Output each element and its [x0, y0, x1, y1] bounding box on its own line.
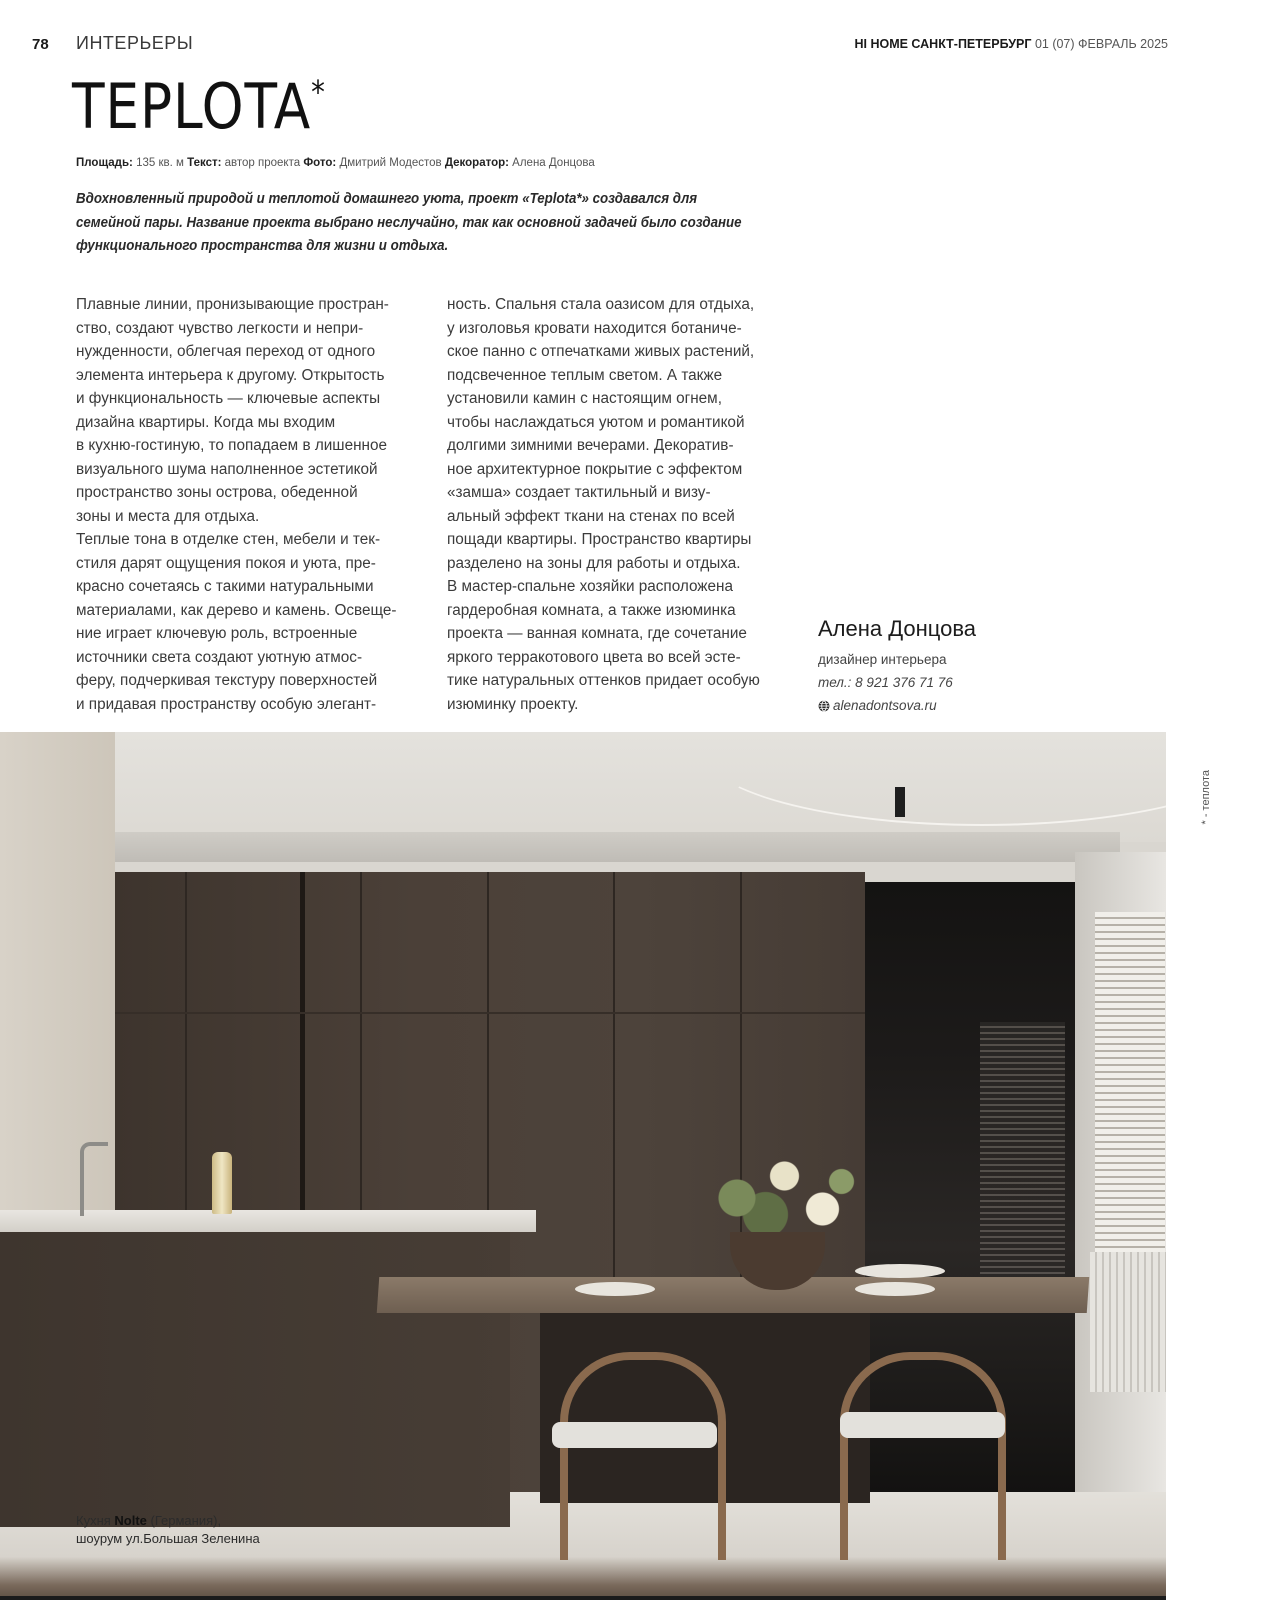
- designer-website[interactable]: [818, 694, 976, 717]
- designer-phone: тел.: 8 921 376 71 76: [818, 675, 953, 690]
- globe-icon: [818, 700, 830, 712]
- body-line: яркого терракотового цвета во всей эсте-: [447, 648, 741, 666]
- side-note-text: * - теплота: [1200, 770, 1212, 825]
- interior-photo: [0, 732, 1166, 1600]
- photo-chair-seat: [552, 1422, 717, 1448]
- caption-showroom: шоурум ул.Большая Зеленина: [76, 1531, 260, 1546]
- body-line: тике натуральных оттенков придает особую: [447, 672, 760, 689]
- bottom-edge: [0, 1596, 1166, 1600]
- section-label: ИНТЕРЬЕРЫ: [76, 33, 194, 53]
- body-line: ство, создают чувство легкости и непри-: [76, 319, 364, 337]
- body-line: ное архитектурное покрытие с эффектом: [447, 460, 743, 478]
- body-line: нужденности, облегчая переход от одного: [76, 343, 376, 360]
- designer-card: [818, 616, 976, 717]
- photo-spotlight: [895, 787, 905, 817]
- page-margin: [1166, 732, 1280, 1600]
- decorator-label: Декоратор:: [444, 157, 509, 169]
- body-line: источники света создают уютную атмос-: [76, 648, 363, 666]
- body-line: в кухню-гостиную, то попадаем в лишенное: [76, 437, 387, 454]
- body-line: Плавные линии, пронизывающие простран-: [76, 296, 389, 313]
- body-line: альный эффект ткани на стенах по всей: [447, 507, 735, 525]
- body-line: чтобы наслаждаться уютом и романтикой: [447, 413, 745, 431]
- body-line: изюминку проекту.: [447, 695, 579, 713]
- photo-champagne-bottle: [212, 1152, 232, 1214]
- body-line: дизайна квартиры. Когда мы входим: [76, 413, 336, 431]
- decorator-value: Алена Донцова: [512, 157, 595, 169]
- body-line: и функциональность — ключевые аспекты: [76, 390, 381, 407]
- magazine-brand: HI HOME САНКТ-ПЕТЕРБУРГ: [854, 37, 1032, 51]
- body-line: долгими зимними вечерами. Декоратив-: [447, 437, 734, 454]
- body-line: «замша» создает тактильный и визу-: [447, 484, 711, 501]
- area-value: 135 кв. м: [136, 157, 184, 169]
- body-column-2: [447, 293, 807, 716]
- body-line: феру, подчеркивая текстуру поверхностей: [76, 672, 378, 689]
- photo-soffit: [110, 832, 1120, 862]
- photo-dining-table: [377, 1277, 1090, 1313]
- photo-chair-seat: [840, 1412, 1005, 1438]
- masthead: [854, 37, 1168, 51]
- body-line: Теплые тона в отделке стен, мебели и тек-: [76, 531, 381, 548]
- title-text: TEPLOTA: [72, 70, 312, 143]
- body-line: визуального шума наполненное эстетикой: [76, 460, 378, 478]
- photo-placemat: [855, 1282, 935, 1296]
- body-line: гардеробная комната, а также изюминка: [447, 601, 736, 619]
- body-line: и придавая пространству особую элегант-: [76, 695, 377, 713]
- photo-flower-arrangement: [680, 1132, 870, 1242]
- body-line: установили камин с настоящим огнем,: [447, 390, 722, 407]
- photo-placemat: [855, 1264, 945, 1278]
- photo-radiator: [1090, 1252, 1166, 1392]
- body-line: элемента интерьера к другому. Открытость: [76, 366, 385, 384]
- body-line: ское панно с отпечатками живых растений,: [447, 343, 755, 360]
- caption-brand: Nolte: [114, 1513, 147, 1528]
- photo-value: Дмитрий Модестов: [339, 157, 442, 169]
- text-label: Текст:: [187, 157, 222, 169]
- photo-kitchen-island: [0, 1227, 510, 1527]
- body-line: красно сочетаясь с такими натуральными: [76, 578, 374, 595]
- body-line: у изголовья кровати находится ботаниче-: [447, 319, 742, 337]
- designer-role: дизайнер интерьера: [818, 652, 947, 667]
- photo-faucet: [80, 1142, 108, 1216]
- photo-reflected-blinds: [980, 1022, 1065, 1282]
- photo-label: Фото:: [303, 157, 337, 169]
- article-title: [72, 70, 326, 143]
- text-value: автор проекта: [224, 157, 301, 169]
- title-asterisk: *: [311, 73, 326, 111]
- body-line: пространство зоны острова, обеденной: [76, 484, 358, 501]
- photo-placemat: [575, 1282, 655, 1296]
- area-label: Площадь:: [76, 157, 133, 169]
- body-line: разделено на зоны для работы и отдыха.: [447, 554, 741, 572]
- body-line: материалами, как дерево и камень. Освеще-: [76, 601, 397, 619]
- photo-caption: [76, 1512, 260, 1548]
- caption-prefix: Кухня: [76, 1513, 115, 1528]
- photo-cabinet-seam: [115, 1012, 865, 1014]
- website-link[interactable]: alenadontsova.ru: [833, 698, 937, 713]
- body-line: В мастер-спальне хозяйки расположена: [447, 578, 733, 595]
- photo-chair: [560, 1352, 726, 1560]
- caption-country: (Германия),: [146, 1513, 222, 1528]
- body-line: пощади квартиры. Пространство квартиры: [447, 531, 752, 548]
- body-line: подсвеченное теплым светом. А также: [447, 366, 723, 384]
- photo-chair: [840, 1352, 1006, 1560]
- body-line: проекта — ванная комната, где сочетание: [447, 625, 747, 642]
- article-credits: [76, 157, 595, 169]
- body-column-1: [76, 293, 436, 716]
- issue-info: 01 (07) ФЕВРАЛЬ 2025: [1034, 37, 1168, 51]
- page-number: 78: [32, 36, 49, 53]
- body-line: ность. Спальня стала оазисом для отдыха,: [447, 296, 755, 313]
- body-line: зоны и места для отдыха.: [76, 507, 260, 525]
- body-line: стиля дарят ощущения покоя и уюта, пре-: [76, 554, 376, 572]
- side-note: [1200, 770, 1220, 850]
- body-line: ние играет ключевую роль, встроенные: [76, 625, 358, 642]
- designer-name: Алена Донцова: [818, 616, 977, 641]
- article-lead: Вдохновленный природой и теплотой домашнего уюта, проект «Teplota*» создавался для семейной пары. Название проекта выбрано неслучайно, так как основной задачей было создание функционального пространства для жизни и отдыха.: [76, 191, 742, 254]
